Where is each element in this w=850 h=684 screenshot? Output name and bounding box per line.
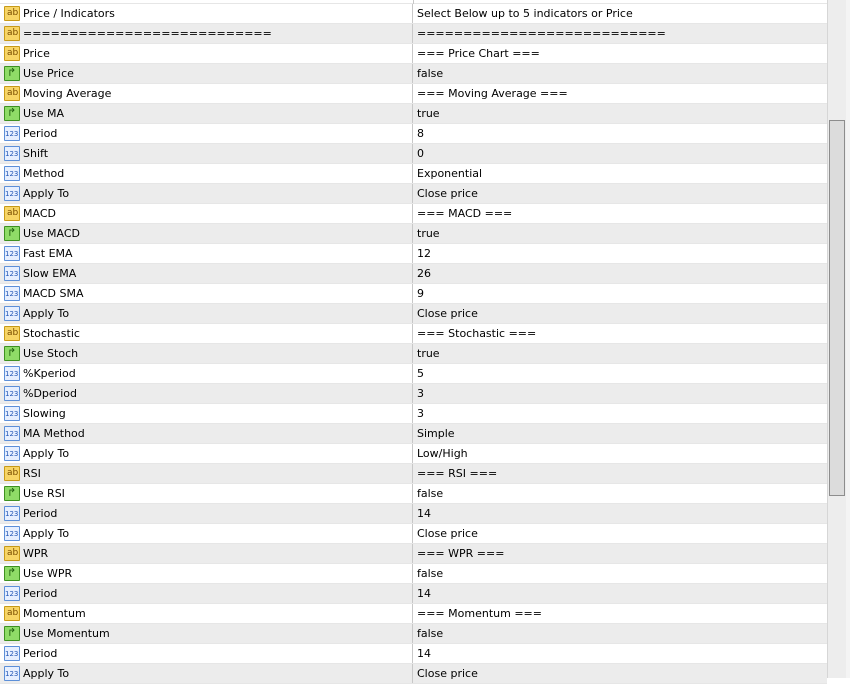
parameter-name: %Dperiod	[23, 387, 77, 400]
parameter-name-cell[interactable]	[0, 604, 413, 623]
parameter-name: WPR	[23, 547, 49, 560]
parameter-value: === Moving Average ===	[417, 87, 568, 100]
parameter-value: === Price Chart ===	[417, 47, 540, 60]
parameter-value: 12	[417, 247, 431, 260]
table-row[interactable]	[0, 604, 827, 624]
parameter-name-cell[interactable]	[0, 244, 413, 263]
parameter-name-cell[interactable]	[0, 424, 413, 443]
parameter-name: Apply To	[23, 447, 70, 460]
integer-type-icon	[4, 506, 20, 521]
string-type-icon	[4, 46, 20, 61]
table-row[interactable]	[0, 144, 827, 164]
boolean-type-icon	[4, 346, 20, 361]
parameter-name: Use WPR	[23, 567, 73, 580]
parameter-value-cell[interactable]	[414, 484, 827, 503]
parameter-name: Apply To	[23, 527, 70, 540]
string-type-icon	[4, 606, 20, 621]
parameter-value: false	[417, 487, 444, 500]
parameter-name: Apply To	[23, 307, 70, 320]
parameter-value: 26	[417, 267, 431, 280]
parameter-name: Period	[23, 647, 58, 660]
string-type-icon	[4, 86, 20, 101]
integer-type-icon	[4, 666, 20, 681]
parameter-name-cell[interactable]	[0, 124, 413, 143]
parameter-value: 0	[417, 147, 424, 160]
parameter-value: 8	[417, 127, 424, 140]
parameter-value: false	[417, 627, 444, 640]
parameter-value-cell[interactable]	[414, 524, 827, 543]
table-row[interactable]	[0, 544, 827, 564]
boolean-type-icon	[4, 226, 20, 241]
parameter-value-cell[interactable]	[414, 364, 827, 383]
string-type-icon	[4, 546, 20, 561]
parameter-value-cell[interactable]	[414, 244, 827, 263]
parameter-value-cell[interactable]	[414, 104, 827, 123]
string-type-icon	[4, 466, 20, 481]
parameter-value-cell[interactable]	[414, 464, 827, 483]
table-row[interactable]	[0, 24, 827, 44]
parameter-name-cell[interactable]	[0, 264, 413, 283]
parameter-value-cell[interactable]	[414, 384, 827, 403]
integer-type-icon	[4, 146, 20, 161]
table-row[interactable]	[0, 84, 827, 104]
parameter-value-cell[interactable]	[414, 324, 827, 343]
window-edge	[846, 0, 850, 678]
parameter-name: %Kperiod	[23, 367, 76, 380]
vertical-scrollbar[interactable]	[827, 0, 846, 678]
parameter-value-cell[interactable]	[414, 64, 827, 83]
parameter-value-cell[interactable]	[414, 164, 827, 183]
table-row[interactable]	[0, 424, 827, 444]
table-row[interactable]	[0, 104, 827, 124]
table-row[interactable]	[0, 284, 827, 304]
inputs-grid	[0, 4, 827, 684]
parameter-value: Close price	[417, 307, 478, 320]
parameter-name-cell[interactable]	[0, 444, 413, 463]
parameter-value-cell[interactable]	[414, 284, 827, 303]
table-row[interactable]	[0, 564, 827, 584]
parameter-name: Period	[23, 587, 58, 600]
table-row[interactable]	[0, 664, 827, 684]
table-row[interactable]	[0, 344, 827, 364]
parameter-name: Slow EMA	[23, 267, 77, 280]
integer-type-icon	[4, 446, 20, 461]
boolean-type-icon	[4, 626, 20, 641]
table-row[interactable]	[0, 524, 827, 544]
parameter-value: Select Below up to 5 indicators or Price	[417, 7, 633, 20]
table-row[interactable]	[0, 264, 827, 284]
integer-type-icon	[4, 526, 20, 541]
integer-type-icon	[4, 646, 20, 661]
parameter-name-cell[interactable]	[0, 184, 413, 203]
parameter-value-cell[interactable]	[414, 24, 827, 43]
parameter-name-cell[interactable]	[0, 664, 413, 683]
parameter-value: Close price	[417, 187, 478, 200]
parameter-value: 3	[417, 387, 424, 400]
scrollbar-thumb[interactable]	[829, 120, 845, 496]
parameter-name-cell[interactable]	[0, 524, 413, 543]
boolean-type-icon	[4, 566, 20, 581]
parameter-value-cell[interactable]	[414, 564, 827, 583]
parameter-name: Method	[23, 167, 65, 180]
parameter-value-cell[interactable]	[414, 84, 827, 103]
integer-type-icon	[4, 166, 20, 181]
table-row[interactable]	[0, 504, 827, 524]
integer-type-icon	[4, 586, 20, 601]
parameter-name-cell[interactable]	[0, 4, 413, 23]
integer-type-icon	[4, 286, 20, 301]
parameter-value-cell[interactable]	[414, 264, 827, 283]
parameter-value-cell[interactable]	[414, 144, 827, 163]
parameter-value: Low/High	[417, 447, 468, 460]
parameter-name: Moving Average	[23, 87, 112, 100]
parameter-value: 14	[417, 587, 431, 600]
table-row[interactable]	[0, 364, 827, 384]
parameter-value-cell[interactable]	[414, 644, 827, 663]
string-type-icon	[4, 326, 20, 341]
parameter-value-cell[interactable]	[414, 444, 827, 463]
parameter-name-cell[interactable]	[0, 364, 413, 383]
boolean-type-icon	[4, 486, 20, 501]
parameter-value: Close price	[417, 667, 478, 680]
parameter-value-cell[interactable]	[414, 664, 827, 683]
integer-type-icon	[4, 246, 20, 261]
parameter-name: Slowing	[23, 407, 66, 420]
boolean-type-icon	[4, 106, 20, 121]
parameter-name: MACD	[23, 207, 56, 220]
table-row[interactable]	[0, 244, 827, 264]
string-type-icon	[4, 26, 20, 41]
table-row[interactable]	[0, 444, 827, 464]
parameter-name: Use Price	[23, 67, 74, 80]
parameter-name-cell[interactable]	[0, 584, 413, 603]
parameter-name: Use Stoch	[23, 347, 79, 360]
parameter-name: Price / Indicators	[23, 7, 115, 20]
parameter-name: MACD SMA	[23, 287, 84, 300]
parameter-name-cell[interactable]	[0, 404, 413, 423]
parameter-name-cell[interactable]	[0, 564, 413, 583]
parameter-value: 14	[417, 507, 431, 520]
string-type-icon	[4, 206, 20, 221]
parameter-value: 5	[417, 367, 424, 380]
table-row[interactable]	[0, 484, 827, 504]
table-row[interactable]	[0, 464, 827, 484]
parameter-name-cell[interactable]	[0, 164, 413, 183]
parameter-value-cell[interactable]	[414, 124, 827, 143]
parameter-name-cell[interactable]	[0, 224, 413, 243]
parameter-name-cell[interactable]	[0, 204, 413, 223]
parameter-name-cell[interactable]	[0, 24, 413, 43]
table-row[interactable]	[0, 164, 827, 184]
parameter-value: Simple	[417, 427, 455, 440]
parameter-value-cell[interactable]	[414, 204, 827, 223]
parameter-name-cell[interactable]	[0, 44, 413, 63]
parameter-name-cell[interactable]	[0, 304, 413, 323]
parameter-name: Stochastic	[23, 327, 80, 340]
parameter-name-cell[interactable]	[0, 344, 413, 363]
table-row[interactable]	[0, 4, 827, 24]
table-row[interactable]	[0, 64, 827, 84]
parameter-value: === RSI ===	[417, 467, 498, 480]
parameter-name-cell[interactable]	[0, 464, 413, 483]
parameter-name-cell[interactable]	[0, 64, 413, 83]
parameter-name-cell[interactable]	[0, 284, 413, 303]
parameter-name: Apply To	[23, 667, 70, 680]
parameter-value: === MACD ===	[417, 207, 513, 220]
parameter-name: Use RSI	[23, 487, 65, 500]
parameter-value: false	[417, 567, 444, 580]
table-row[interactable]	[0, 584, 827, 604]
parameter-value: Exponential	[417, 167, 483, 180]
table-row[interactable]	[0, 404, 827, 424]
parameter-name-cell[interactable]	[0, 324, 413, 343]
table-row[interactable]	[0, 624, 827, 644]
parameter-name: Apply To	[23, 187, 70, 200]
table-row[interactable]	[0, 224, 827, 244]
table-row[interactable]	[0, 44, 827, 64]
parameter-name: Period	[23, 127, 58, 140]
integer-type-icon	[4, 426, 20, 441]
integer-type-icon	[4, 126, 20, 141]
parameter-value-cell[interactable]	[414, 304, 827, 323]
parameter-value: true	[417, 347, 440, 360]
parameter-value-cell[interactable]	[414, 624, 827, 643]
parameter-value-cell[interactable]	[414, 424, 827, 443]
parameter-value-cell[interactable]	[414, 544, 827, 563]
parameter-name-cell[interactable]	[0, 84, 413, 103]
parameter-name-cell[interactable]	[0, 144, 413, 163]
integer-type-icon	[4, 406, 20, 421]
parameter-value-cell[interactable]	[414, 344, 827, 363]
integer-type-icon	[4, 266, 20, 281]
string-type-icon	[4, 6, 20, 21]
parameter-name-cell[interactable]	[0, 384, 413, 403]
parameter-name-cell[interactable]	[0, 544, 413, 563]
parameter-value-cell[interactable]	[414, 4, 827, 23]
integer-type-icon	[4, 366, 20, 381]
table-row[interactable]	[0, 384, 827, 404]
parameter-name-cell[interactable]	[0, 644, 413, 663]
parameter-value-cell[interactable]	[414, 184, 827, 203]
parameter-value: 14	[417, 647, 431, 660]
table-row[interactable]	[0, 204, 827, 224]
parameter-value: 3	[417, 407, 424, 420]
parameter-value-cell[interactable]	[414, 584, 827, 603]
parameter-value: true	[417, 227, 440, 240]
parameter-name-cell[interactable]	[0, 624, 413, 643]
parameter-name: Use Momentum	[23, 627, 110, 640]
parameter-value: === Stochastic ===	[417, 327, 537, 340]
parameter-value: true	[417, 107, 440, 120]
table-row[interactable]	[0, 644, 827, 664]
parameter-name: Use MACD	[23, 227, 81, 240]
parameter-name: Period	[23, 507, 58, 520]
table-row[interactable]	[0, 184, 827, 204]
parameter-name-cell[interactable]	[0, 484, 413, 503]
table-row[interactable]	[0, 324, 827, 344]
parameter-value-cell[interactable]	[414, 224, 827, 243]
integer-type-icon	[4, 186, 20, 201]
parameter-name: MA Method	[23, 427, 85, 440]
parameter-name: RSI	[23, 467, 41, 480]
integer-type-icon	[4, 306, 20, 321]
parameter-value: ===========================	[417, 27, 666, 40]
parameter-name-cell[interactable]	[0, 504, 413, 523]
parameter-name: Shift	[23, 147, 49, 160]
parameter-name: Fast EMA	[23, 247, 73, 260]
table-row[interactable]	[0, 304, 827, 324]
integer-type-icon	[4, 386, 20, 401]
parameter-name-cell[interactable]	[0, 104, 413, 123]
parameter-value: false	[417, 67, 444, 80]
parameter-name: Use MA	[23, 107, 65, 120]
parameter-value: === Momentum ===	[417, 607, 542, 620]
parameter-name: Momentum	[23, 607, 86, 620]
parameter-value-cell[interactable]	[414, 604, 827, 623]
parameter-value-cell[interactable]	[414, 44, 827, 63]
parameter-value-cell[interactable]	[414, 504, 827, 523]
parameter-value: === WPR ===	[417, 547, 505, 560]
parameter-value: 9	[417, 287, 424, 300]
boolean-type-icon	[4, 66, 20, 81]
parameter-value: Close price	[417, 527, 478, 540]
parameter-name: ===========================	[23, 27, 272, 40]
parameter-name: Price	[23, 47, 50, 60]
parameter-value-cell[interactable]	[414, 404, 827, 423]
table-row[interactable]	[0, 124, 827, 144]
